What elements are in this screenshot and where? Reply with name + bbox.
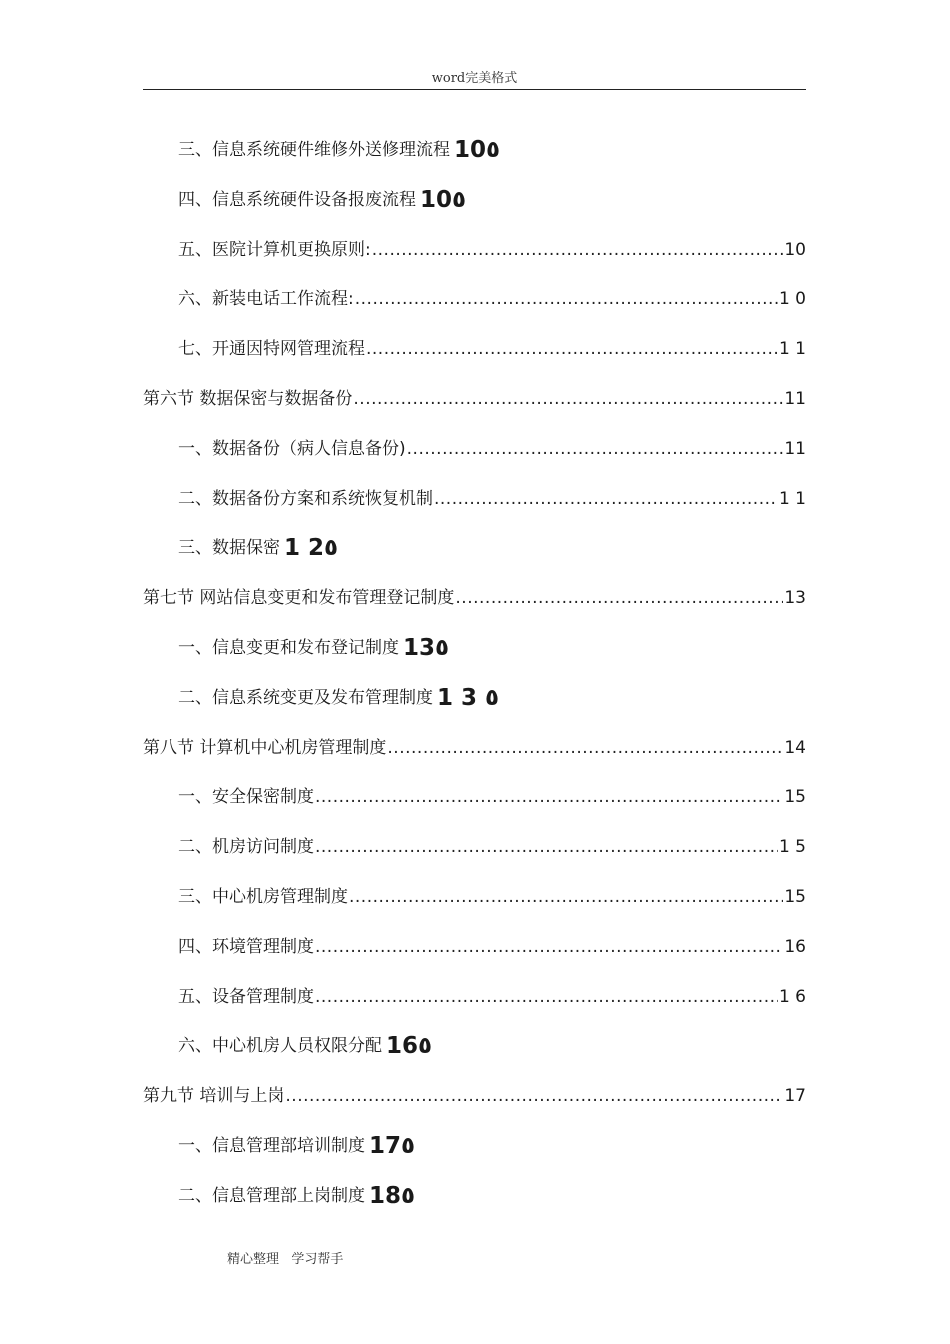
toc-leader-dots — [434, 484, 778, 514]
toc-entry[interactable] — [178, 832, 806, 862]
toc-entry[interactable] — [178, 235, 806, 265]
toc-leader-dots — [455, 583, 783, 613]
toc-entry-title: 五、设备管理制度 — [178, 987, 314, 1007]
toc-entry[interactable] — [178, 1031, 432, 1061]
toc-entry-page: 10٥ — [420, 187, 467, 213]
toc-entry[interactable] — [178, 683, 499, 713]
toc-entry-title: 第八节 计算机中心机房管理制度 — [143, 738, 387, 758]
toc-entry-page: 11 — [784, 439, 806, 459]
toc-entry-page: 10٥ — [454, 137, 501, 163]
toc-section-entry[interactable] — [143, 733, 806, 763]
toc-section-entry[interactable] — [143, 1081, 806, 1111]
toc-entry[interactable] — [178, 1131, 415, 1161]
toc-entry[interactable] — [178, 633, 449, 663]
toc-entry-title: 三、信息系统硬件维修外送修理流程 — [178, 140, 450, 160]
toc-entry-title: 四、信息系统硬件设备报废流程 — [178, 190, 416, 210]
toc-entry-title: 第七节 网站信息变更和发布管理登记制度 — [143, 588, 455, 608]
toc-entry-page: 15 — [784, 887, 806, 907]
toc-entry[interactable] — [178, 782, 806, 812]
toc-leader-dots — [387, 733, 783, 763]
toc-entry-page: 17٥ — [369, 1133, 416, 1159]
toc-entry-page: 16 — [784, 937, 806, 957]
toc-entry-page: 1 1 — [778, 489, 806, 509]
toc-entry-page: 1 0 — [778, 289, 806, 309]
toc-entry-title: 一、信息变更和发布登记制度 — [178, 638, 399, 658]
toc-entry[interactable] — [178, 284, 806, 314]
toc-entry[interactable] — [178, 334, 806, 364]
toc-leader-dots — [372, 235, 784, 265]
toc-entry-title: 六、新装电话工作流程: — [178, 289, 354, 309]
toc-entry[interactable] — [178, 484, 806, 514]
toc-entry-title: 一、安全保密制度 — [178, 787, 314, 807]
toc-entry[interactable] — [178, 882, 806, 912]
toc-entry[interactable] — [178, 135, 500, 165]
page-header: word完美格式 — [143, 68, 806, 90]
toc-entry-page: 14 — [784, 738, 806, 758]
toc-entry-page: 1 2٥ — [284, 535, 339, 561]
toc-entry-title: 第六节 数据保密与数据备份 — [143, 389, 353, 409]
toc-entry-page: 1 1 — [778, 339, 806, 359]
toc-entry-page: 1 5 — [778, 837, 806, 857]
toc-entry-page: 16٥ — [386, 1033, 433, 1059]
toc-entry-title: 五、医院计算机更换原则: — [178, 240, 371, 260]
toc-entry-title: 第九节 培训与上岗 — [143, 1086, 285, 1106]
toc-entry-page: 17 — [784, 1086, 806, 1106]
toc-entry-title: 三、中心机房管理制度 — [178, 887, 348, 907]
toc-leader-dots — [315, 932, 783, 962]
toc-leader-dots — [353, 384, 783, 414]
toc-entry[interactable] — [178, 434, 806, 464]
toc-entry[interactable] — [178, 932, 806, 962]
toc-entry[interactable] — [178, 185, 466, 215]
toc-leader-dots — [366, 334, 778, 364]
toc-leader-dots — [315, 832, 778, 862]
toc-leader-dots — [285, 1081, 783, 1111]
toc-leader-dots — [407, 434, 784, 464]
toc-entry-page: 11 — [784, 389, 806, 409]
toc-entry-page: 15 — [784, 787, 806, 807]
toc-entry-page: 10 — [784, 240, 806, 260]
toc-leader-dots — [315, 782, 783, 812]
toc-entry-title: 二、信息管理部上岗制度 — [178, 1186, 365, 1206]
toc-section-entry[interactable] — [143, 384, 806, 414]
toc-entry[interactable] — [178, 1181, 415, 1211]
toc-leader-dots — [355, 284, 778, 314]
toc-entry-title: 一、数据备份（病人信息备份) — [178, 439, 406, 459]
toc-entry-title: 四、环境管理制度 — [178, 937, 314, 957]
toc-entry[interactable] — [178, 533, 338, 563]
toc-section-entry[interactable] — [143, 583, 806, 613]
toc-entry-title: 二、机房访问制度 — [178, 837, 314, 857]
toc-entry-title: 二、信息系统变更及发布管理制度 — [178, 688, 433, 708]
toc-entry-title: 二、数据备份方案和系统恢复机制 — [178, 489, 433, 509]
toc-entry-title: 一、信息管理部培训制度 — [178, 1136, 365, 1156]
toc-entry-title: 三、数据保密 — [178, 538, 280, 558]
toc-entry-page: 18٥ — [369, 1183, 416, 1209]
toc-entry[interactable] — [178, 982, 806, 1012]
toc-entry-page: 1 3 ٥ — [437, 685, 500, 711]
toc-entry-page: 1 6 — [778, 987, 806, 1007]
toc-leader-dots — [315, 982, 778, 1012]
toc-leader-dots — [349, 882, 783, 912]
page-footer: 精心整理 学习帮手 — [227, 1252, 344, 1267]
toc-entry-title: 六、中心机房人员权限分配 — [178, 1036, 382, 1056]
toc-entry-page: 13 — [784, 588, 806, 608]
toc-entry-title: 七、开通因特网管理流程 — [178, 339, 365, 359]
toc-entry-page: 13٥ — [403, 635, 450, 661]
